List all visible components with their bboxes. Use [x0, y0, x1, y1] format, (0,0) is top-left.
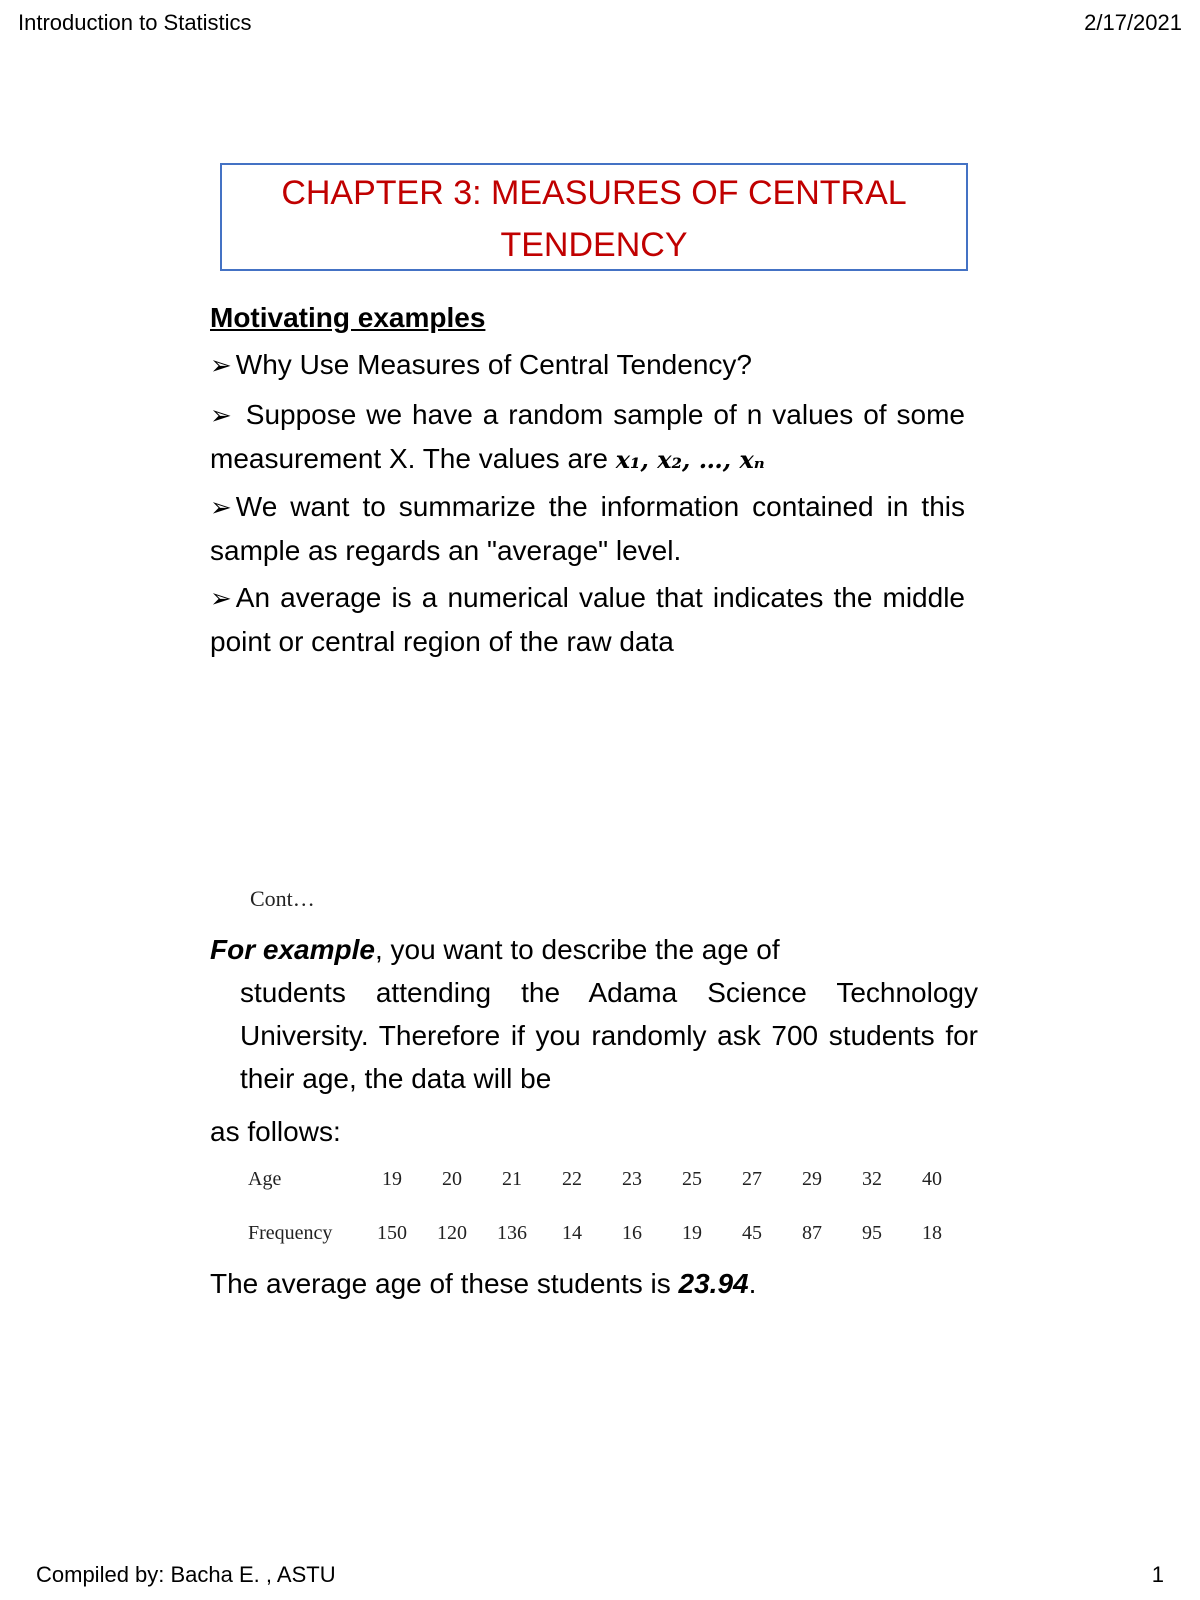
- example-indented-text: students attending the Adama Science Technology University. Therefore if you randomly ask 700 students for their age, the data will be: [240, 977, 978, 1094]
- chapter-title-box: [220, 163, 968, 271]
- footer-credit: Compiled by: Bacha E. , ASTU: [36, 1562, 336, 1587]
- bullet-item-2: [210, 393, 965, 481]
- chapter-title-line1: CHAPTER 3: MEASURES OF CENTRAL: [281, 174, 907, 212]
- frequency-cell: 150: [377, 1221, 407, 1244]
- average-value: 23.94: [678, 1268, 749, 1299]
- sample-values-math: x₁, x₂, …, xₙ: [615, 445, 765, 474]
- average-statement: [210, 1262, 756, 1305]
- chapter-title-line2: TENDENCY: [500, 226, 688, 264]
- frequency-cell: 136: [497, 1221, 527, 1244]
- frequency-cell: 120: [437, 1221, 467, 1244]
- bullet-item-3: [210, 485, 965, 572]
- bullet-item-4: [210, 576, 965, 663]
- age-cell: 19: [382, 1167, 402, 1190]
- example-lead: For example: [210, 934, 375, 965]
- bullet-item-1: [210, 343, 965, 387]
- table-row-age: [248, 1152, 962, 1206]
- bullet-text: An average is a numerical value that indicates the middle point or central region of the raw data: [210, 582, 965, 657]
- age-cell: 22: [562, 1167, 582, 1190]
- frequency-cell: 18: [922, 1221, 942, 1244]
- table-row-frequency: [248, 1206, 962, 1260]
- continuation-label: Cont…: [250, 886, 315, 911]
- frequency-cell: 45: [742, 1221, 762, 1244]
- age-frequency-table: [248, 1152, 962, 1260]
- age-cell: 40: [922, 1167, 942, 1190]
- average-suffix: .: [748, 1268, 757, 1299]
- example-first-line: , you want to describe the age of: [374, 934, 780, 965]
- bullet-text: We want to summarize the information contained in this sample as regards an "average" level.: [210, 491, 965, 566]
- frequency-cell: 95: [862, 1221, 882, 1244]
- header-course-title: Introduction to Statistics: [18, 10, 252, 35]
- frequency-cell: 16: [622, 1221, 642, 1244]
- frequency-cell: 14: [562, 1221, 582, 1244]
- bullet-text: Why Use Measures of Central Tendency?: [235, 349, 752, 380]
- example-tail: as follows:: [210, 1116, 341, 1147]
- age-cell: 29: [802, 1167, 822, 1190]
- frequency-cell: 87: [802, 1221, 822, 1244]
- age-cell: 23: [622, 1167, 642, 1190]
- arrow-bullet-icon: ➢: [210, 583, 232, 613]
- bullet-text: Suppose we have a random sample of n values of some measurement X. The values are: [210, 399, 965, 474]
- row-label: Age: [248, 1167, 282, 1190]
- row-label: Frequency: [248, 1221, 333, 1244]
- age-cell: 20: [442, 1167, 462, 1190]
- arrow-bullet-icon: ➢: [210, 400, 232, 430]
- age-cell: 21: [502, 1167, 522, 1190]
- example-paragraph: [210, 928, 978, 1100]
- arrow-bullet-icon: ➢: [210, 350, 232, 380]
- arrow-bullet-icon: ➢: [210, 492, 232, 522]
- average-prefix: The average age of these students is: [210, 1268, 679, 1299]
- age-cell: 32: [862, 1167, 882, 1190]
- age-cell: 25: [682, 1167, 702, 1190]
- page-number: 1: [1151, 1562, 1164, 1587]
- header-date: 2/17/2021: [1084, 10, 1182, 35]
- frequency-cell: 19: [682, 1221, 702, 1244]
- age-cell: 27: [742, 1167, 762, 1190]
- section-heading: Motivating examples: [210, 302, 486, 333]
